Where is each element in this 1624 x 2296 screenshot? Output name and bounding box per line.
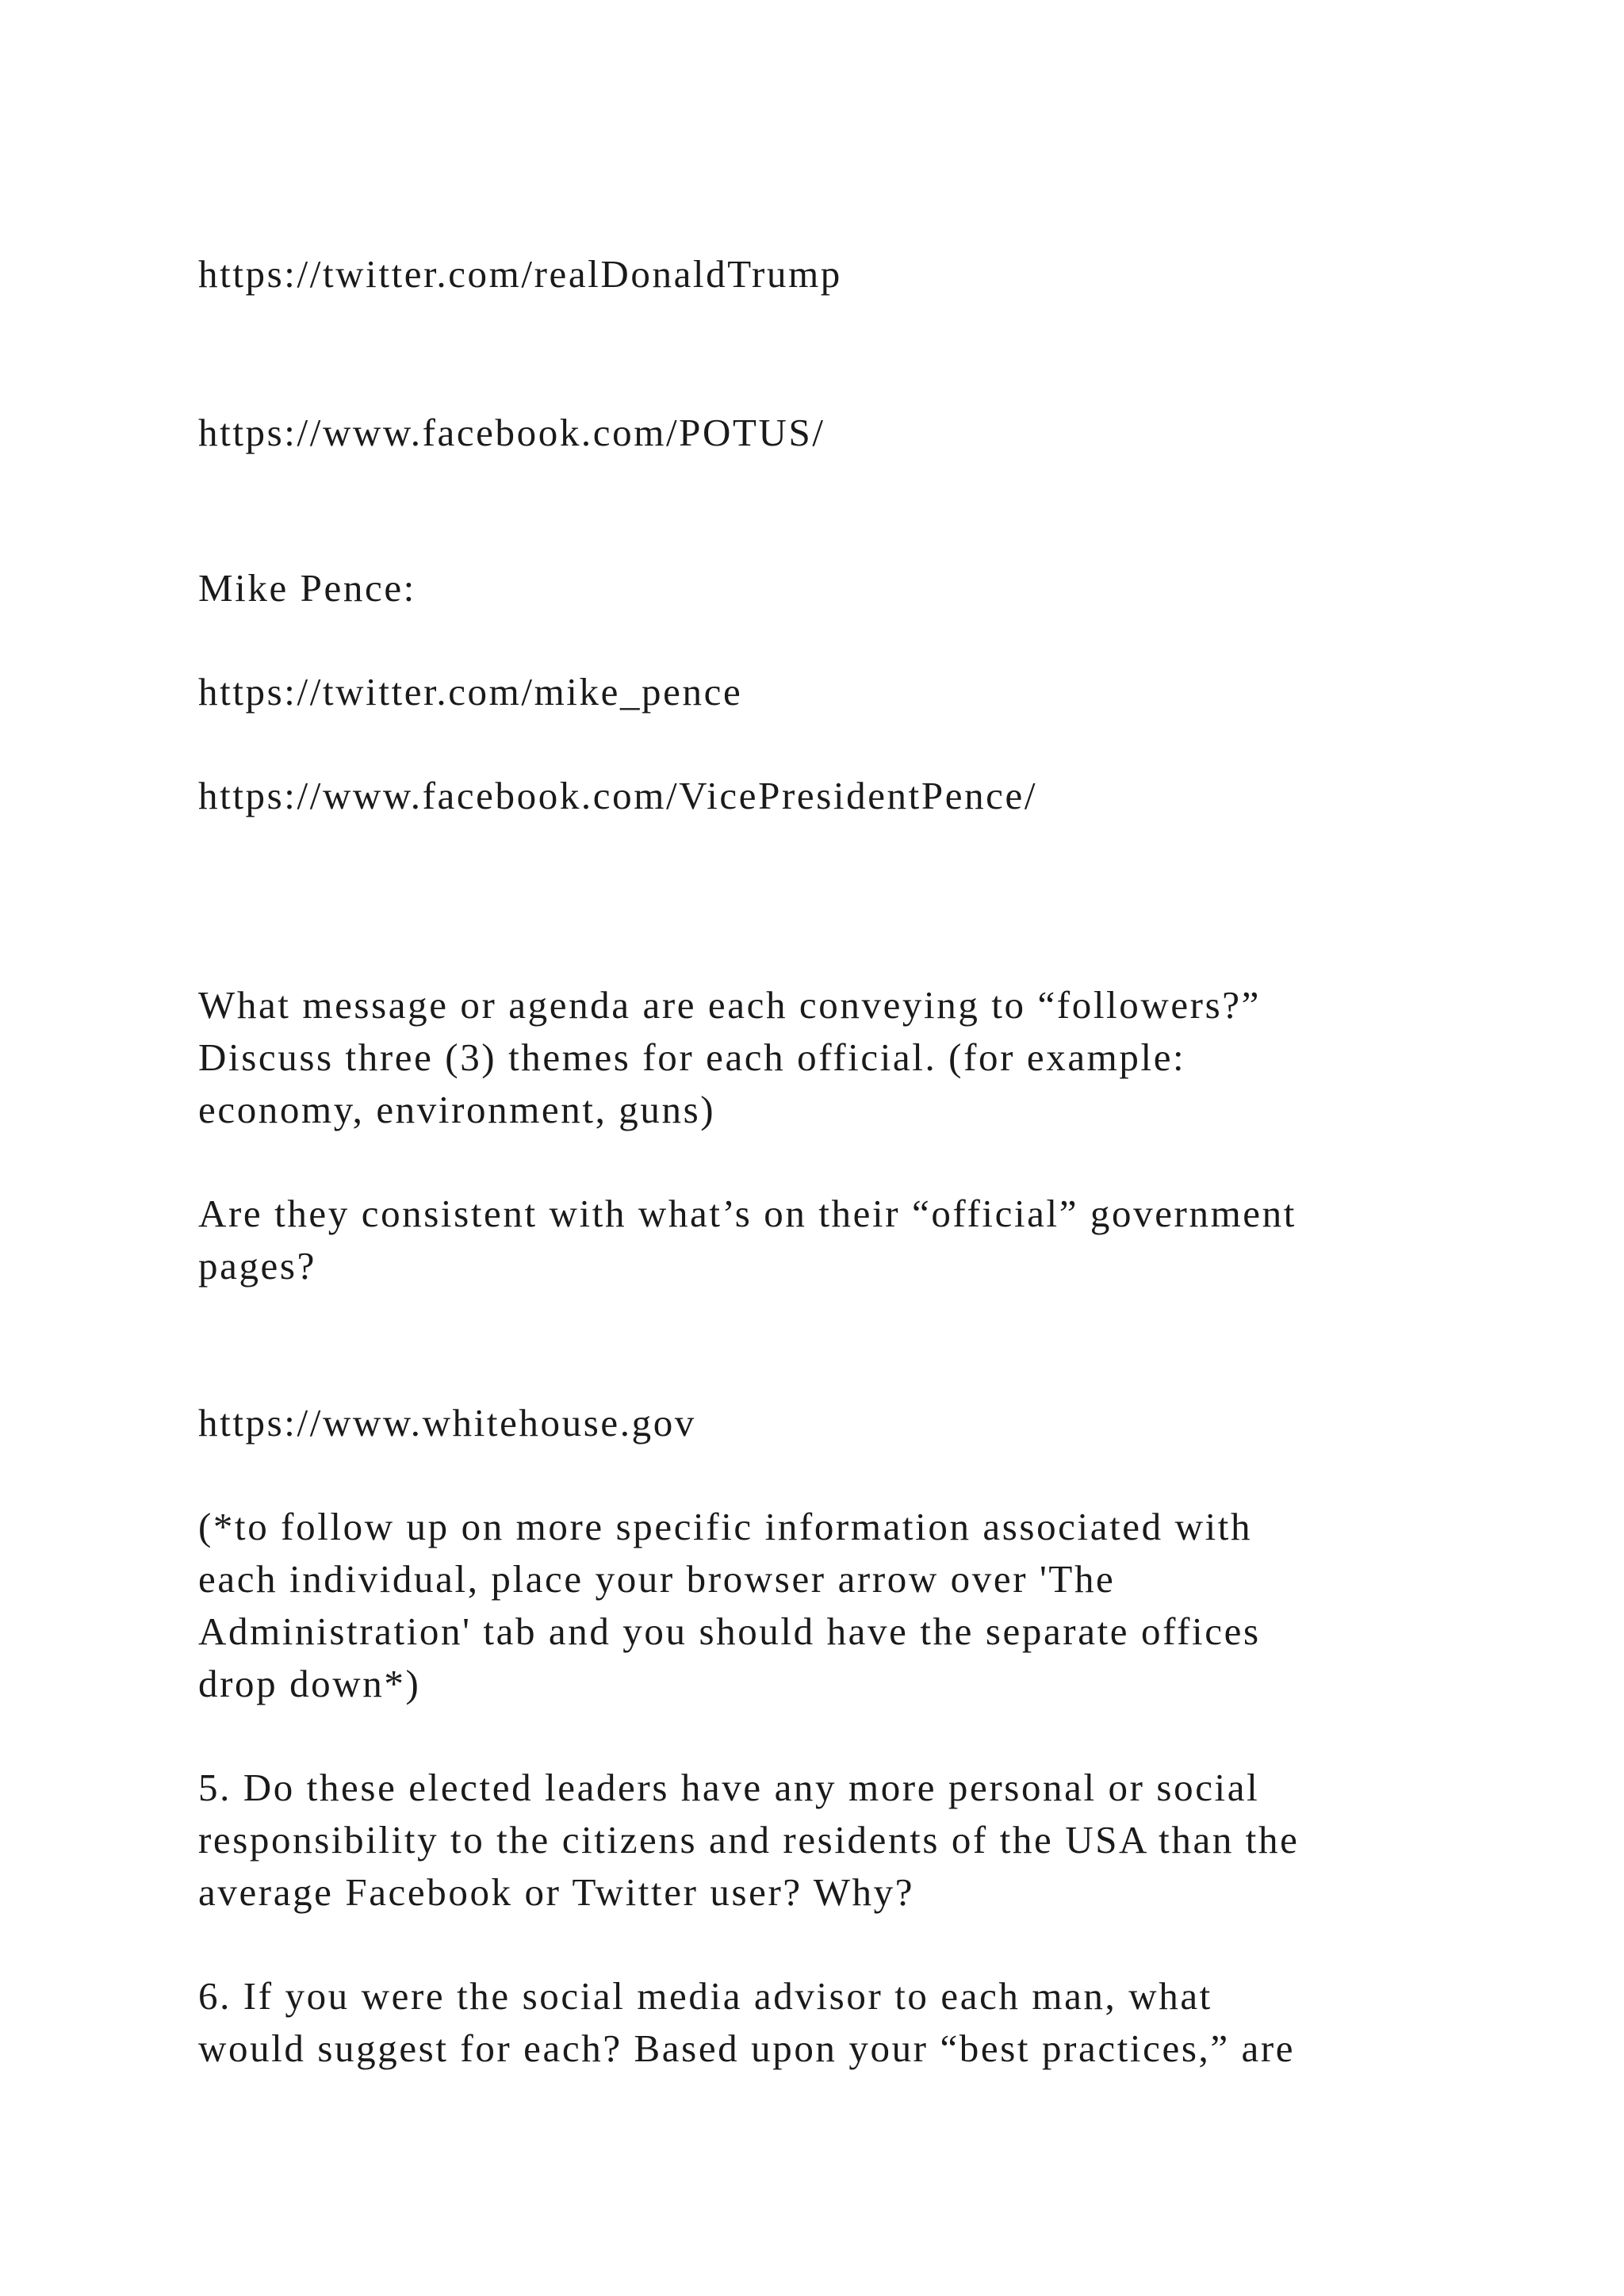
question-5-line: average Facebook or Twitter user? Why?	[198, 1870, 915, 1914]
question-6-line: 6. If you were the social media advisor to each man, what	[198, 1974, 1212, 2018]
question-line: Are they consistent with what’s on their “official” government	[198, 1192, 1297, 1235]
question-line: pages?	[198, 1244, 316, 1288]
mike-pence-heading: Mike Pence:	[198, 566, 416, 610]
instruction-line: (*to follow up on more specific information associated with	[198, 1505, 1253, 1548]
instruction-line: drop down*)	[198, 1662, 421, 1705]
instruction-line: each individual, place your browser arrow over 'The	[198, 1557, 1116, 1601]
whitehouse-url[interactable]: https://www.whitehouse.gov	[198, 1401, 696, 1445]
question-line: Discuss three (3) themes for each official. (for example:	[198, 1035, 1186, 1079]
pence-facebook-url[interactable]: https://www.facebook.com/VicePresidentPence/	[198, 774, 1038, 817]
potus-facebook-url[interactable]: https://www.facebook.com/POTUS/	[198, 411, 825, 454]
question-6-line: would suggest for each? Based upon your “best practices,” are	[198, 2026, 1296, 2070]
question-line: economy, environment, guns)	[198, 1088, 716, 1131]
instruction-line: Administration' tab and you should have the separate offices	[198, 1609, 1261, 1653]
question-line: What message or agenda are each conveying to “followers?”	[198, 983, 1261, 1027]
trump-twitter-url[interactable]: https://twitter.com/realDonaldTrump	[198, 252, 842, 296]
pence-twitter-url[interactable]: https://twitter.com/mike_pence	[198, 670, 743, 714]
question-5-line: responsibility to the citizens and residents of the USA than the	[198, 1818, 1300, 1862]
question-5-line: 5. Do these elected leaders have any more personal or social	[198, 1766, 1260, 1809]
